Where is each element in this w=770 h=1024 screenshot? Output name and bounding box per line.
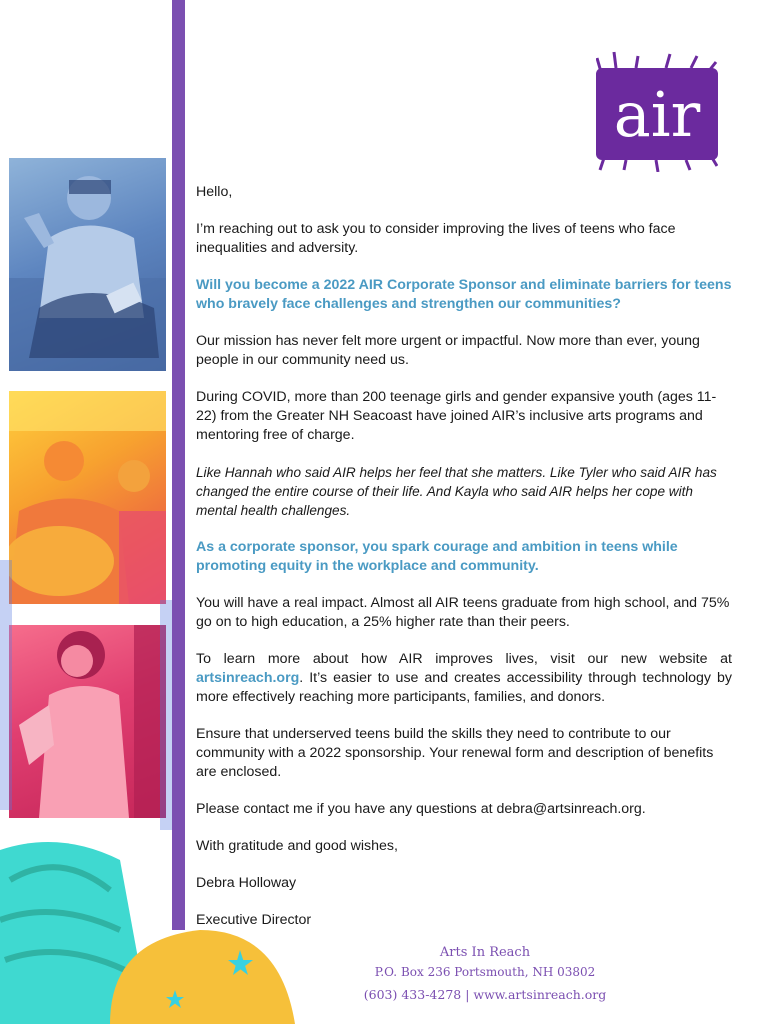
closing: With gratitude and good wishes,: [196, 838, 398, 854]
purple-divider-bar: [172, 0, 185, 930]
letter-body: [196, 183, 732, 948]
website-link[interactable]: artsinreach.org: [196, 670, 300, 686]
paragraph-contact: Please contact me if you have any questions at debra@artsinreach.org.: [196, 801, 646, 817]
footer-org-name: Arts In Reach: [439, 945, 531, 960]
footer-address: P.O. Box 236 Portsmouth, NH 03802: [374, 965, 596, 979]
signer-name: Debra Holloway: [196, 875, 297, 891]
paragraph-impact: You will have a real impact. Almost all AIR teens graduate from high school, and 75% go on to high education, a 25% higher rate than their peers.: [196, 595, 730, 630]
air-logo: [596, 50, 718, 172]
paragraph-covid: During COVID, more than 200 teenage girls and gender expansive youth (ages 11-22) from the Greater NH Seacoast have joined AIR’s inclusive arts programs and mentoring free of charge.: [196, 389, 717, 443]
teen-photo-1: [9, 158, 166, 371]
highlight-sponsor-benefit: As a corporate sponsor, you spark courage and ambition in teens while promoting equity in the workplace and community.: [196, 539, 678, 574]
paragraph-enclosure: Ensure that underserved teens build the skills they need to contribute to our community with a 2022 sponsorship. Your renewal form and description of benefits are enclosed.: [196, 726, 714, 780]
greeting: Hello,: [196, 184, 233, 200]
paragraph-testimonials: Like Hannah who said AIR helps her feel that she matters. Like Tyler who said AIR has changed the entire course of their life. And Kayla who said AIR helps her cope with mental health challenges.: [196, 465, 717, 518]
paragraph-website: [196, 650, 732, 707]
footer-contact: (603) 433-4278 | www.artsinreach.org: [363, 987, 607, 1002]
paragraph-mission: Our mission has never felt more urgent or impactful. Now more than ever, young people in our community need us.: [196, 333, 700, 368]
website-text-after: . It’s easier to use and creates accessibility through technology by more effectively reaching more participants, families, and donors.: [196, 670, 732, 705]
website-text-before: To learn more about how AIR improves lives, visit our new website at: [196, 651, 732, 667]
svg-text:air: air: [613, 78, 701, 151]
paragraph-intro: I’m reaching out to ask you to consider improving the lives of teens who face inequalities and adversity.: [196, 221, 676, 256]
highlight-sponsor-ask: Will you become a 2022 AIR Corporate Sponsor and eliminate barriers for teens who bravely face challenges and strengthen our communities?: [196, 277, 732, 312]
signer-title: Executive Director: [196, 912, 312, 928]
